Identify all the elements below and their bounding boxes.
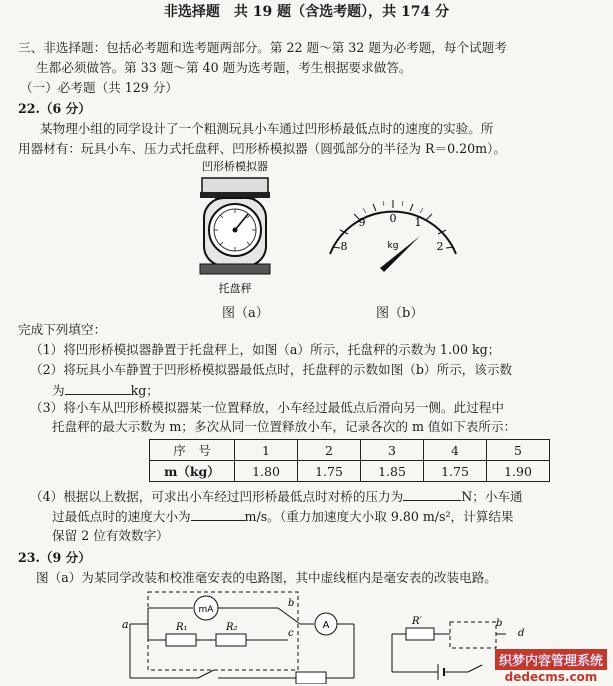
- table-cell: 1.85: [361, 461, 424, 482]
- dial-label-left1: 9: [358, 216, 366, 229]
- table-header-cell: m（kg）: [150, 461, 235, 482]
- table-cell: 1.75: [424, 461, 487, 482]
- milliammeter-label: mA: [198, 605, 214, 615]
- data-table: [149, 439, 550, 482]
- resistor-rprime-label: R′: [412, 616, 422, 627]
- node-b: b: [288, 598, 295, 609]
- figure-b-dial: [318, 192, 468, 272]
- table-cell: 1: [235, 440, 298, 461]
- question-22-stem-2: 用器材有：玩具小车、压力式托盘秤、凹形桥模拟器（圆弧部分的半径为 R＝0.20m）。: [18, 141, 506, 156]
- q22-part-2-b: 为 kg；: [52, 383, 159, 398]
- ammeter-label: A: [322, 620, 330, 631]
- instructions-line-2: 生都必须做答。第 33 题～第 40 题为选考题，考生根据要求做答。: [36, 60, 412, 75]
- table-header-cell: 序 号: [150, 440, 235, 461]
- dial-label-zero: 0: [389, 212, 397, 225]
- table-cell: 5: [487, 440, 550, 461]
- resistor-r1-label: R₁: [176, 622, 188, 633]
- table-row: [150, 440, 550, 461]
- q22-part-4-c: 保留 2 位有效数字）: [52, 528, 169, 543]
- answer-blank-4b[interactable]: [191, 508, 245, 521]
- dial-label-right1: 1: [414, 216, 422, 229]
- node-c: c: [288, 628, 294, 639]
- dial-unit: kg: [387, 241, 399, 251]
- question-23-number: 23.（9 分）: [18, 550, 91, 565]
- table-cell: 1.80: [235, 461, 298, 482]
- page-title: 非选择题 共 19 题（含选考题），共 174 分: [163, 4, 450, 20]
- figure-a-top-label: 凹形桥模拟器: [202, 160, 268, 173]
- table-row: [150, 461, 550, 482]
- resistor-r2-label: R₂: [226, 622, 238, 633]
- node-d: d: [518, 628, 525, 639]
- instructions-line-1: 三、非选择题：包括必考题和选考题两部分。第 22 题～第 32 题为必考题，每个试题考: [18, 40, 507, 55]
- section-heading: （一）必考题（共 129 分）: [20, 80, 178, 95]
- figure-a-bottom-label: 托盘秤: [218, 282, 252, 295]
- question-22-stem-1: 某物理小组的同学设计了一个粗测玩具小车通过凹形桥最低点时的速度的实验。所: [40, 121, 494, 136]
- table-cell: 1.90: [487, 461, 550, 482]
- node-b2: b: [496, 618, 503, 629]
- question-22-number: 22.（6 分）: [18, 101, 91, 116]
- fill-intro: 完成下列填空：: [18, 322, 107, 337]
- figure-b-caption: 图（b）: [376, 306, 424, 321]
- q22-part-4-b: 过最低点时的速度大小为 m/s。（重力加速度大小取 9.80 m/s²，计算结果: [52, 509, 514, 524]
- q22-part-3-b: 托盘秤的最大示数为 m；多次从同一位置释放小车，记录各次的 m 值如下表所示：: [52, 419, 517, 434]
- watermark-line-1: 织梦内容管理系统: [495, 649, 607, 670]
- q22-part-1: （1）将凹形桥模拟器静置于托盘秤上，如图（a）所示，托盘秤的示数为 1.00 kg；: [30, 342, 501, 357]
- dial-needle: [380, 236, 420, 272]
- table-cell: 1.75: [298, 461, 361, 482]
- watermark-line-2: dedecms.com: [504, 670, 598, 684]
- table-cell: 4: [424, 440, 487, 461]
- answer-blank-2[interactable]: [65, 382, 131, 395]
- answer-blank-4a[interactable]: [403, 488, 461, 501]
- circuit-diagram-a: [118, 588, 368, 684]
- q22-part-3-a: （3）将小车从凹形桥模拟器某一位置释放，小车经过最低点后滑向另一侧。此过程中: [30, 400, 504, 415]
- table-cell: 2: [298, 440, 361, 461]
- dial-label-right2: 2: [436, 240, 444, 253]
- watermark: [495, 649, 607, 684]
- figure-a-scale: [190, 158, 280, 300]
- node-a: a: [122, 618, 129, 631]
- question-23-stem: 图（a）为某同学改装和校准毫安表的电路图，其中虚线框内是毫安表的改装电路。: [36, 570, 497, 585]
- q22-part-2-a: （2）将玩具小车静置于凹形桥模拟器最低点时，托盘秤的示数如图（b）所示，该示数: [30, 362, 513, 377]
- q22-part-4-a: （4）根据以上数据，可求出小车经过凹形桥最低点时对桥的压力为 N；小车通: [30, 489, 523, 504]
- figure-a-caption: 图（a）: [222, 306, 269, 321]
- table-cell: 3: [361, 440, 424, 461]
- dial-label-left2: 8: [340, 240, 348, 253]
